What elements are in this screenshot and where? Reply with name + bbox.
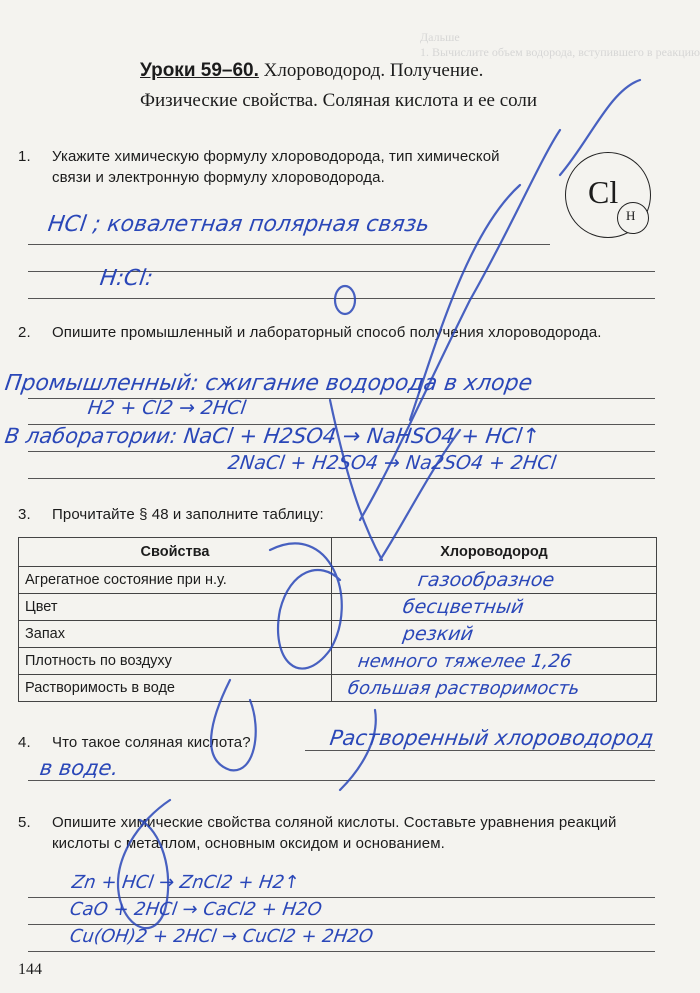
scribble-stroke	[380, 430, 460, 560]
handwritten-answer: В лаборатории: NaCl + H2SO4 → NaHSO4 + HCl↑	[3, 424, 542, 448]
hydrogen-symbol: H	[626, 208, 636, 223]
question-number: 3.	[18, 506, 31, 523]
question-text: Что такое соляная кислота?	[52, 734, 251, 751]
question-text: Опишите химические свойства соляной кислоты. Составьте уравнения реакций кислоты с металлом, основным оксидом и основанием.	[52, 814, 617, 852]
scribble-stroke	[340, 710, 376, 790]
handwritten-answer: Zn + HCl → ZnCl2 + H2↑	[70, 872, 301, 893]
handwritten-answer: Промышленный: сжигание водорода в хлоре	[3, 371, 534, 396]
bleed-through-text: Дальше 1. Вычислите объем водорода, вступившего в реакцию	[420, 30, 700, 59]
handwritten-answer: 2NaCl + H2SO4 → Na2SO4 + 2HCl	[226, 452, 558, 474]
handwritten-answer: H:Cl:	[98, 266, 155, 291]
scribble-stroke	[560, 80, 640, 175]
question-text: Опишите промышленный и лабораторный способ получения хлороводорода.	[52, 324, 602, 341]
handwritten-answer: газообразное	[416, 569, 556, 591]
property-name: Цвет	[19, 594, 332, 621]
scribble-stroke	[410, 185, 520, 420]
title-line1: Хлороводород. Получение.	[263, 60, 484, 81]
handwritten-answer: немного тяжелее 1,26	[356, 650, 573, 672]
handwritten-answer: Растворенный хлороводород	[328, 726, 656, 750]
scribble-stroke	[270, 543, 342, 668]
question-text: Прочитайте § 48 и заполните таблицу:	[52, 506, 324, 523]
handwritten-answer: Cu(OH)2 + 2HCl → CuCl2 + 2H2O	[68, 926, 375, 947]
page-number: 144	[18, 961, 42, 978]
handwritten-answer: бесцветный	[401, 596, 526, 618]
scribble-stroke	[360, 130, 560, 520]
property-name: Агрегатное состояние при н.у.	[19, 567, 332, 594]
lesson-label: Уроки 59–60.	[140, 60, 259, 81]
handwritten-answer: CaO + 2HCl → CaCl2 + H2O	[68, 899, 324, 920]
question-number: 1.	[18, 148, 31, 165]
question-text: Укажите химическую формулу хлороводорода, тип химической связи и электронную формулу хлороводорода.	[52, 148, 500, 186]
property-name: Растворимость в воде	[19, 675, 332, 702]
handwritten-answer: H2 + Cl2 → 2HCl	[86, 397, 248, 419]
scribble-stroke	[211, 680, 256, 770]
column-header: Свойства	[19, 538, 332, 567]
handwritten-answer: в воде.	[38, 756, 121, 780]
chlorine-symbol: Cl	[588, 174, 619, 210]
question-number: 2.	[18, 324, 31, 341]
scribble-stroke	[118, 800, 170, 928]
handwritten-answer: резкий	[401, 623, 475, 645]
question-number: 5.	[18, 814, 31, 831]
property-name: Плотность по воздуху	[19, 648, 332, 675]
handwritten-answer: большая растворимость	[346, 677, 581, 699]
property-name: Запах	[19, 621, 332, 648]
handwritten-answer: HCl ; ковалетная полярная связь	[46, 212, 432, 237]
scribble-stroke	[330, 400, 382, 560]
title-line2: Физические свойства. Соляная кислота и ее соли	[140, 90, 538, 111]
question-number: 4.	[18, 734, 31, 751]
scribble-stroke	[335, 286, 355, 314]
column-header: Хлороводород	[332, 538, 657, 567]
